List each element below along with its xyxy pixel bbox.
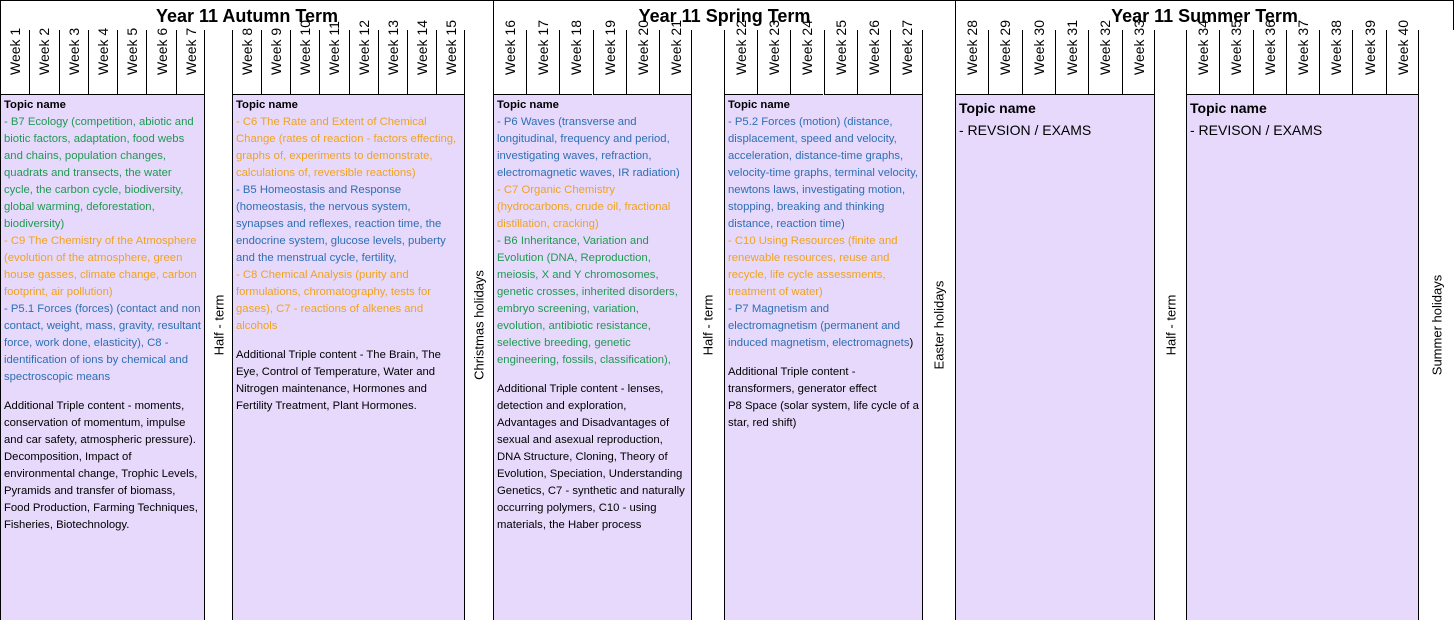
topic-revision: - REVISON / EXAMS: [1190, 122, 1323, 138]
week-label: Week 24: [799, 20, 816, 75]
week-column-header: [559, 20, 592, 95]
week-column-header: [0, 27, 29, 95]
week-column-header: [88, 27, 117, 95]
week-column-header: [232, 27, 261, 95]
triple-content: Additional Triple content - lenses, detection and exploration, Advantages and Disadvantages of sexual and asexual reproduction, DNA Structure, Cloning, Theory of Evolution, Speciation, Understanding Genetics, C7 - synthetic and naturally occurring polymers, C10 - using materials, the Haber process: [497, 383, 685, 531]
week-column-header: [261, 27, 290, 95]
week-column-header: [790, 20, 823, 95]
week-column-header: [593, 20, 626, 95]
topic-b5: - B5 Homeostasis and Response (homeostasis, the nervous system, synapses and reflexes, reaction time, the endocrine system, glucose levels, puberty and the menstrual cycle, fertility,: [236, 184, 446, 264]
week-column-header: [29, 27, 58, 95]
summer-label: Summer holidays: [1429, 274, 1444, 376]
week-label: Week 33: [1130, 20, 1147, 75]
topic-header: Topic name: [1190, 100, 1267, 116]
week-column-header: [988, 20, 1021, 95]
easter-label: Easter holidays: [931, 280, 947, 370]
week-column-header: [1055, 20, 1088, 95]
topic-p8: P8 Space (solar system, life cycle of a star, red shift): [728, 400, 919, 429]
topic-c7: - C7 Organic Chemistry (hydrocarbons, crude oil, fractional distillation, cracking): [497, 184, 671, 230]
week-column-header: [1319, 20, 1352, 95]
week-label: Week 11: [326, 21, 343, 75]
week-column-header: [1253, 20, 1286, 95]
week-label: Week 3: [65, 27, 82, 75]
week-label: Week 7: [182, 27, 199, 75]
week-label: Week 39: [1361, 20, 1378, 75]
topic-header: Topic name: [497, 99, 559, 111]
week-label: Week 30: [1030, 20, 1047, 75]
week-column-header: [176, 27, 205, 95]
week-column-header: [349, 20, 378, 95]
week-column-header: [857, 20, 890, 95]
week-label: Week 25: [832, 20, 849, 75]
week-label: Week 10: [297, 20, 314, 75]
week-column-header: [626, 20, 659, 95]
topic-b6: - B6 Inheritance, Variation and Evolution (DNA, Reproduction, meiosis, X and Y chromosomes, genetic crosses, inherited disorders, embryo screening, variation, evolution, antibiotic resistance, selective breeding, genetic engineering, fossils, classification),: [497, 235, 678, 366]
topic-c8: - C8 Chemical Analysis (purity and formulations, chromatography, tests for gases), C7 - reactions of alkenes and alcohols: [236, 269, 432, 332]
week-label: Week 35: [1228, 20, 1245, 75]
topic-p7-text: - P7 Magnetism and electromagnetism (permanent and induced magnetism, electromagnets: [728, 303, 910, 349]
week-column-header: [1219, 20, 1252, 95]
topic-c10: - C10 Using Resources (finite and renewable resources, reuse and recycle, life cycle assessments, treatment of water): [728, 235, 898, 298]
half-term-label: Half - term: [700, 294, 716, 356]
christmas-holidays: [464, 30, 494, 620]
summer-holidays: [1418, 30, 1454, 620]
week-label: Week 19: [601, 20, 618, 75]
week-label: Week 23: [766, 20, 783, 75]
week-label: Week 18: [568, 20, 585, 75]
week-label: Week 40: [1394, 20, 1411, 75]
week-label: Week 29: [997, 20, 1014, 75]
spring-term-header: Year 11 Spring Term: [493, 0, 956, 30]
week-label: Week 13: [384, 20, 401, 75]
week-column-header: [1088, 20, 1121, 95]
half-term-label: Half - term: [1163, 294, 1178, 356]
topic-c6: - C6 The Rate and Extent of Chemical Change (rates of reaction - factors effecting, graphs of, experiments to demonstrate, calculations of, reversible reactions): [236, 116, 457, 179]
triple-content: Additional Triple content - moments, conservation of momentum, impulse and car safety, atmospheric pressure). Decomposition, Impact of environmental change, Trophic Levels, Pyramids and transfer of biomass, Food Production, Farming Techniques, Fisheries, Biotechnology.: [4, 400, 198, 531]
week-column-header: [290, 20, 319, 95]
week-label: Week 20: [634, 20, 651, 75]
week-label: Week 6: [153, 27, 170, 75]
topic-header: Topic name: [728, 99, 790, 111]
topic-revision: - REVSION / EXAMS: [959, 122, 1092, 138]
week-column-header: [724, 20, 757, 95]
topic-block-summer-2: [1186, 95, 1419, 620]
week-column-header: [407, 20, 436, 95]
week-column-header: [757, 20, 790, 95]
week-column-header: [1386, 20, 1419, 95]
week-column-header: [955, 20, 988, 95]
week-column-header: [59, 27, 88, 95]
christmas-label: Christmas holidays: [471, 270, 487, 380]
week-label: Week 31: [1064, 20, 1081, 75]
week-column-header: [436, 20, 465, 95]
week-label: Week 8: [239, 27, 256, 75]
week-label: Week 14: [413, 20, 430, 75]
topic-p51: - P5.1 Forces (forces) (contact and non contact, weight, mass, gravity, resultant force, work done, elasticity), C8 - identification of ions by chemical and spectroscopic means: [4, 303, 201, 383]
week-label: Week 26: [865, 20, 882, 75]
week-label: Week 21: [667, 20, 684, 75]
topic-c9: - C9 The Chemistry of the Atmosphere (evolution of the atmosphere, green house gasses, climate change, carbon footprint, air pollution): [4, 235, 197, 298]
week-column-header: [493, 20, 526, 95]
autumn-term-header: Year 11 Autumn Term: [0, 0, 494, 30]
topic-p7-close: ): [909, 337, 914, 349]
week-column-header: [1352, 20, 1385, 95]
week-column-header: [890, 20, 923, 95]
week-column-header: [824, 20, 857, 95]
half-term-3: [1154, 30, 1187, 620]
week-label: Week 1: [7, 27, 24, 75]
triple-content: Additional Triple content - transformers, generator effect: [728, 366, 877, 395]
easter-holidays: [922, 30, 956, 620]
week-label: Week 17: [535, 20, 552, 75]
topic-header: Topic name: [4, 99, 66, 111]
week-column-header: [319, 21, 348, 95]
week-column-header: [378, 20, 407, 95]
week-label: Week 27: [898, 20, 915, 75]
week-label: Week 37: [1294, 20, 1311, 75]
topic-block-autumn-1: [0, 95, 205, 620]
week-label: Week 38: [1328, 20, 1345, 75]
week-label: Week 5: [124, 27, 141, 75]
topic-p6: - P6 Waves (transverse and longitudinal, frequency and period, investigating waves, refraction, electromagnetic waves, IR radiation): [497, 116, 680, 179]
topic-block-summer-1: [955, 95, 1155, 620]
topic-p7: [728, 301, 919, 352]
week-column-header: [1186, 20, 1219, 95]
topic-b7: - B7 Ecology (competition, abiotic and biotic factors, adaptation, food webs and chains, population changes, quadrats and transects, the water cycle, the carbon cycle, biodiversity, global warming, deforestation, biodiversity): [4, 116, 194, 230]
week-label: Week 12: [355, 20, 372, 75]
half-term-2: [691, 30, 725, 620]
week-label: Week 9: [268, 27, 285, 75]
week-label: Week 16: [502, 20, 519, 75]
week-label: Week 32: [1097, 20, 1114, 75]
topic-block-autumn-2: [232, 95, 465, 620]
week-column-header: [117, 27, 146, 95]
week-column-header: [1286, 20, 1319, 95]
week-column-header: [146, 27, 175, 95]
topic-block-spring-2: [724, 95, 923, 620]
week-label: Week 22: [733, 20, 750, 75]
topic-header: Topic name: [959, 100, 1036, 116]
half-term-label: Half - term: [211, 294, 226, 356]
summer-term-header: Year 11 Summer Term: [955, 0, 1454, 30]
half-term-1: [204, 30, 233, 620]
week-column-header: [526, 20, 559, 95]
week-label: Week 15: [442, 20, 459, 75]
week-label: Week 4: [94, 27, 111, 75]
week-column-header: [1022, 20, 1055, 95]
topic-block-spring-1: [493, 95, 692, 620]
topic-header: Topic name: [236, 99, 298, 111]
week-label: Week 34: [1195, 20, 1212, 75]
week-label: Week 28: [964, 20, 981, 75]
triple-content: Additional Triple content - The Brain, The Eye, Control of Temperature, Water and Nitrogen maintenance, Hormones and Fertility Treatment, Plant Hormones.: [236, 349, 441, 412]
week-column-header: [1122, 20, 1155, 95]
week-column-header: [659, 20, 692, 95]
week-label: Week 36: [1261, 20, 1278, 75]
week-label: Week 2: [36, 27, 53, 75]
topic-p52: - P5.2 Forces (motion) (distance, displacement, speed and velocity, acceleration, distance-time graphs, velocity-time graphs, terminal velocity, newtons laws, investigating motion, stopping, breaking and thinking distance, reaction time): [728, 116, 919, 230]
